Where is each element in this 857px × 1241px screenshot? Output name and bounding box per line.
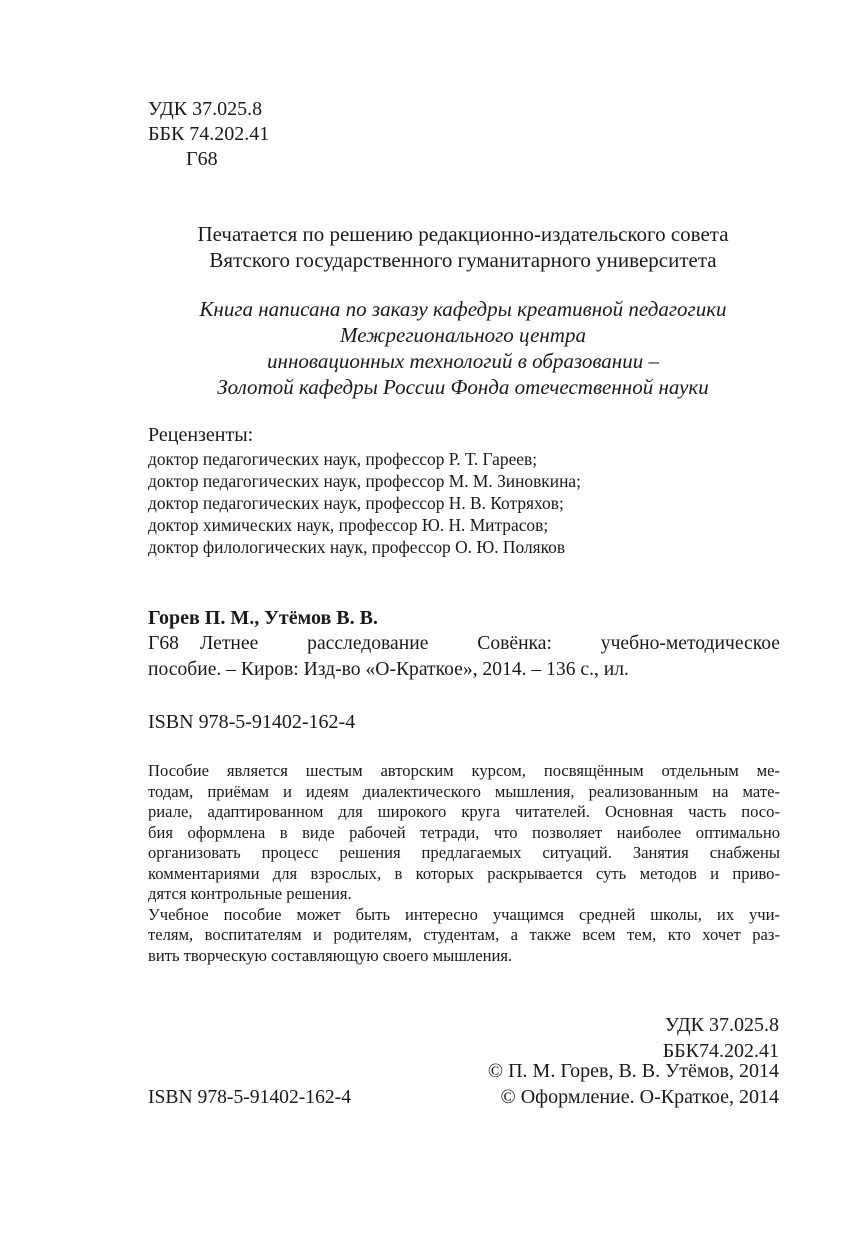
abstract-paragraph-2 bbox=[148, 905, 780, 967]
copyright-design: © Оформление. О-Краткое, 2014 bbox=[500, 1086, 779, 1108]
abstract-line: Пособие является шестым авторским курсом, посвящённым отдельным ме- bbox=[148, 761, 780, 780]
abstract-line: бия оформлена в виде рабочей тетради, что позволяет наиболее оптимально bbox=[148, 822, 780, 842]
reviewers-heading: Рецензенты: bbox=[148, 424, 254, 446]
record-description-line: Летнее расследование Совёнка: учебно-методическое bbox=[200, 633, 780, 654]
order-note-line: Межрегионального центра bbox=[340, 323, 586, 347]
abstract bbox=[148, 761, 780, 966]
udk-code: УДК 37.025.8 bbox=[148, 98, 263, 120]
publication-note-line: Вятского государственного гуманитарного университета bbox=[209, 248, 717, 272]
reviewer-item: доктор педагогических наук, профессор Р. Т. Гареев; bbox=[148, 449, 538, 469]
abstract-paragraph-1 bbox=[148, 761, 780, 905]
catalog-bottom bbox=[663, 1012, 779, 1064]
reviewer-item: доктор химических наук, профессор Ю. Н. Митрасов; bbox=[148, 515, 549, 535]
catalog-top bbox=[148, 97, 269, 172]
abstract-line: тодам, приёмам и идеям диалектического мышления, реализованным на мате- bbox=[148, 781, 780, 801]
publication-note bbox=[148, 221, 778, 273]
record-code: Г68 bbox=[148, 633, 179, 654]
order-note-line: Книга написана по заказу кафедры креативной педагогики bbox=[199, 297, 727, 321]
reviewer-item: доктор педагогических наук, профессор Н. В. Котряхов; bbox=[148, 493, 564, 513]
reviewer-item: доктор филологических наук, профессор О. Ю. Поляков bbox=[148, 537, 566, 557]
reviewer-item: доктор педагогических наук, профессор М. М. Зиновкина; bbox=[148, 471, 581, 491]
copyright-authors: © П. М. Горев, В. В. Утёмов, 2014 bbox=[487, 1060, 779, 1082]
author-mark: Г68 bbox=[186, 148, 218, 170]
bbk-code: ББК 74.202.41 bbox=[148, 123, 270, 145]
udk-code-bottom: УДК 37.025.8 bbox=[664, 1014, 779, 1036]
record-authors: Горев П. М., Утёмов В. В. bbox=[148, 607, 378, 629]
isbn-main: ISBN 978-5-91402-162-4 bbox=[148, 711, 356, 733]
abstract-line: вить творческую составляющую своего мышления. bbox=[148, 945, 513, 965]
copyright-block bbox=[488, 1058, 779, 1110]
reviewers-section bbox=[148, 422, 788, 558]
abstract-line: Учебное пособие может быть интересно учащимся средней школы, их учи- bbox=[148, 904, 780, 924]
record-description-line: пособие. – Киров: Изд-во «О-Краткое», 2014. – 136 с., ил. bbox=[148, 659, 629, 680]
abstract-line: телям, воспитателям и родителям, студентам, а также всем тем, кто хочет раз- bbox=[148, 925, 780, 944]
publication-note-line: Печатается по решению редакционно-издательского совета bbox=[197, 222, 729, 246]
isbn-bottom: ISBN 978-5-91402-162-4 bbox=[148, 1087, 351, 1108]
order-note-line: инновационных технологий в образовании – bbox=[267, 349, 659, 373]
abstract-line: комментариями для взрослых, в которых раскрывается суть методов и приво- bbox=[148, 863, 780, 883]
order-note bbox=[148, 296, 778, 400]
bibliographic-record bbox=[148, 605, 780, 683]
abstract-line: риале, адаптированном для широкого круга читателей. Основная часть посо- bbox=[148, 802, 780, 821]
bbk-code-bottom: ББК74.202.41 bbox=[662, 1040, 779, 1062]
abstract-line: организовать процесс решения предлагаемых ситуаций. Занятия снабжены bbox=[148, 843, 780, 862]
order-note-line: Золотой кафедры России Фонда отечественной науки bbox=[217, 375, 709, 399]
abstract-line: дятся контрольные решения. bbox=[148, 884, 352, 903]
